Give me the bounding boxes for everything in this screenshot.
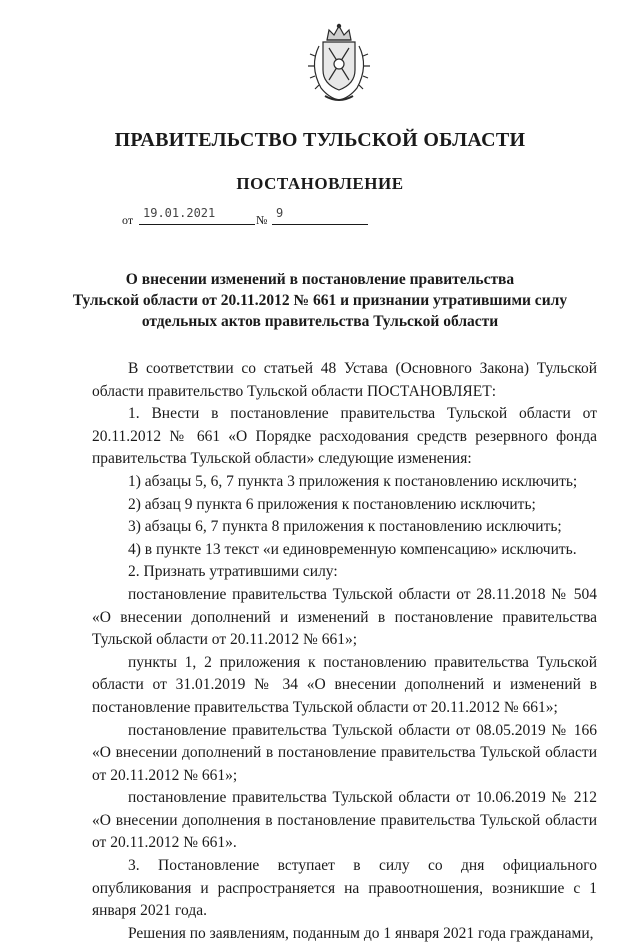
title-line: Тульской области от 20.11.2012 № 661 и признании утратившими силу: [72, 292, 568, 309]
body-paragraph: 3. Постановление вступает в силу со дня официального опубликования и распространяется на правоотношения, возникшие с 1 января 2021 года.: [92, 857, 597, 920]
body-paragraph: 1. Внести в постановление правительства Тульской области от 20.11.2012 № 661 «О Порядке расходования средств резервного фонда правительства Тульской области» следующие изменения:: [92, 405, 597, 468]
body-paragraph: пункты 1, 2 приложения к постановлению правительства Тульской области от 31.01.2019 № 34 «О внесении дополнений и изменений в постановление правительства Тульской области от 20.11.2012 № 661»;: [92, 653, 597, 716]
organization-name: ПРАВИТЕЛЬСТВО ТУЛЬСКОЙ ОБЛАСТИ: [114, 129, 526, 151]
date-number-line: [122, 204, 382, 226]
date-prefix: от: [122, 213, 134, 227]
body-paragraph: 2. Признать утратившими силу:: [128, 563, 338, 581]
body-paragraph: 3) абзацы 6, 7 пункта 8 приложения к постановлению исключить;: [128, 518, 562, 536]
body-paragraph: постановление правительства Тульской области от 10.06.2019 № 212 «О внесении дополнения в постановление правительства Тульской области от 20.11.2012 № 661».: [92, 789, 597, 852]
document-type: ПОСТАНОВЛЕНИЕ: [236, 174, 404, 193]
tula-region-coat-of-arms-icon: [301, 22, 377, 106]
document-title: [60, 269, 580, 332]
document-body: [92, 358, 597, 945]
body-paragraph: 2) абзац 9 пункта 6 приложения к постановлению исключить;: [128, 495, 536, 513]
body-paragraph: постановление правительства Тульской области от 08.05.2019 № 166 «О внесении дополнений в постановление правительства Тульской области от 20.11.2012 № 661»;: [92, 721, 597, 784]
body-paragraph: постановление правительства Тульской области от 28.11.2018 № 504 «О внесении дополнений и изменений в постановление правительства Тульской области от 20.11.2012 № 661»;: [92, 585, 597, 649]
document-date: 19.01.2021: [139, 206, 255, 225]
body-paragraph: 1) абзацы 5, 6, 7 пункта 3 приложения к постановлению исключить;: [128, 472, 578, 490]
body-paragraph: 4) в пункте 13 текст «и единовременную компенсацию» исключить.: [128, 540, 577, 558]
body-paragraph: Решения по заявлениям, поданным до 1 января 2021 года гражданами,: [128, 924, 594, 942]
body-paragraph: В соответствии со статьей 48 Устава (Основного Закона) Тульской области правительство Тульской области ПОСТАНОВЛЯЕТ:: [92, 360, 597, 400]
number-sign: №: [256, 213, 268, 227]
document-number: 9: [272, 206, 368, 225]
title-line: отдельных актов правительства Тульской области: [141, 313, 499, 330]
title-line: О внесении изменений в постановление правительства: [125, 271, 515, 288]
